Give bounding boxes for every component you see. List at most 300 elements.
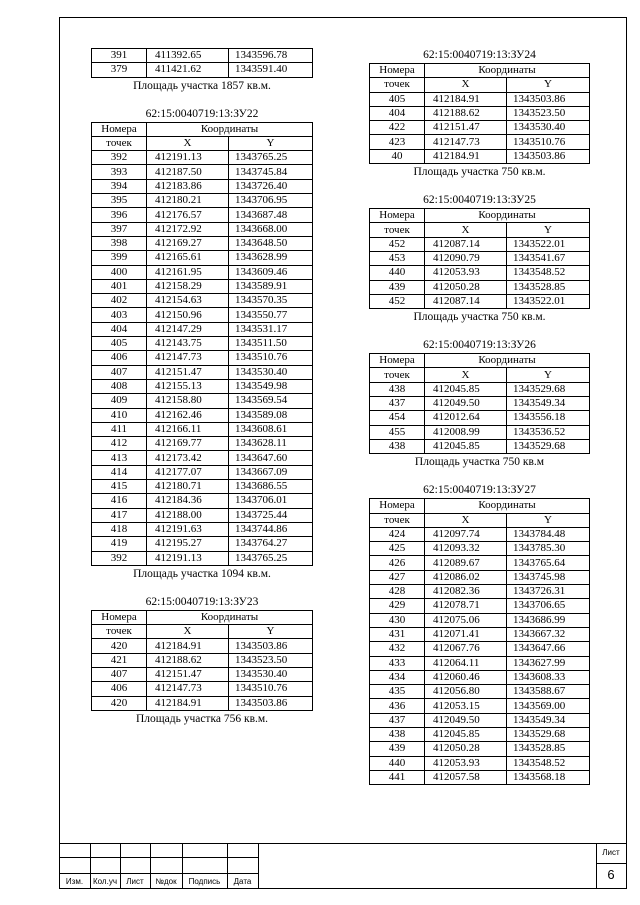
x-coordinate: 412057.58 xyxy=(425,770,507,784)
table-row xyxy=(92,308,313,322)
y-coordinate: 1343503.86 xyxy=(229,696,313,710)
col-header-x: X xyxy=(425,78,507,92)
table-row xyxy=(92,408,313,422)
point-number: 421 xyxy=(92,653,147,667)
x-coordinate: 412147.73 xyxy=(425,135,507,149)
point-number: 397 xyxy=(92,222,147,236)
x-coordinate: 412064.11 xyxy=(425,656,507,670)
col-header-num2: точек xyxy=(92,625,147,639)
zu22-title: 62:15:0040719:13:ЗУ22 xyxy=(145,107,259,120)
table-row xyxy=(370,770,590,784)
table-row xyxy=(370,106,590,120)
table-row xyxy=(92,494,313,508)
col-header-coords: Координаты xyxy=(425,354,590,368)
table-row xyxy=(92,465,313,479)
x-coordinate: 412184.91 xyxy=(425,149,507,163)
zu23-title: 62:15:0040719:13:ЗУ23 xyxy=(145,595,259,608)
table-row xyxy=(92,522,313,536)
y-coordinate: 1343784.48 xyxy=(507,527,590,541)
x-coordinate: 412176.57 xyxy=(147,208,229,222)
col-header-y: Y xyxy=(229,625,313,639)
y-coordinate: 1343667.09 xyxy=(229,465,313,479)
table-row xyxy=(92,351,313,365)
point-number: 403 xyxy=(92,308,147,322)
x-coordinate: 412060.46 xyxy=(425,670,507,684)
table-row xyxy=(370,411,590,425)
point-number: 452 xyxy=(370,294,425,308)
col-header-coords: Координаты xyxy=(425,499,590,513)
y-coordinate: 1343530.40 xyxy=(229,365,313,379)
x-coordinate: 412161.95 xyxy=(147,265,229,279)
x-coordinate: 412147.73 xyxy=(147,351,229,365)
point-number: 439 xyxy=(370,742,425,756)
y-coordinate: 1343745.84 xyxy=(229,165,313,179)
y-coordinate: 1343648.50 xyxy=(229,236,313,250)
table-row xyxy=(92,537,313,551)
y-coordinate: 1343765.64 xyxy=(507,556,590,570)
x-coordinate: 412050.28 xyxy=(425,742,507,756)
point-number: 440 xyxy=(370,756,425,770)
zu24-title: 62:15:0040719:13:ЗУ24 xyxy=(423,49,536,61)
x-coordinate: 412053.15 xyxy=(425,699,507,713)
y-coordinate: 1343530.40 xyxy=(507,121,590,135)
table-row xyxy=(92,667,313,681)
zu26-area: Площадь участка 750 кв.м xyxy=(414,456,545,469)
y-coordinate: 1343530.40 xyxy=(229,667,313,681)
y-coordinate: 1343726.31 xyxy=(507,585,590,599)
point-number: 423 xyxy=(370,135,425,149)
point-number: 396 xyxy=(92,208,147,222)
table-row xyxy=(370,556,590,570)
point-number: 400 xyxy=(92,265,147,279)
point-number: 425 xyxy=(370,542,425,556)
y-coordinate: 1343668.00 xyxy=(229,222,313,236)
table-row xyxy=(92,279,313,293)
sheet-label: Лист xyxy=(602,848,620,857)
point-number: 436 xyxy=(370,699,425,713)
y-coordinate: 1343608.61 xyxy=(229,422,313,436)
x-coordinate: 412154.63 xyxy=(147,294,229,308)
x-coordinate: 412184.36 xyxy=(147,494,229,508)
x-coordinate: 412089.67 xyxy=(425,556,507,570)
x-coordinate: 412049.50 xyxy=(425,713,507,727)
col-header-coords: Координаты xyxy=(425,209,590,223)
x-coordinate: 412172.92 xyxy=(147,222,229,236)
x-coordinate: 412086.02 xyxy=(425,570,507,584)
table-row xyxy=(370,656,590,670)
table-row xyxy=(92,236,313,250)
x-coordinate: 412082.36 xyxy=(425,585,507,599)
x-coordinate: 412008.99 xyxy=(425,425,507,439)
y-coordinate: 1343510.76 xyxy=(229,351,313,365)
table-row xyxy=(370,92,590,106)
point-number: 437 xyxy=(370,713,425,727)
y-coordinate: 1343744.86 xyxy=(229,522,313,536)
y-coordinate: 1343628.99 xyxy=(229,251,313,265)
y-coordinate: 1343523.50 xyxy=(229,653,313,667)
x-coordinate: 412165.61 xyxy=(147,251,229,265)
y-coordinate: 1343529.68 xyxy=(507,439,590,453)
x-coordinate: 412166.11 xyxy=(147,422,229,436)
col-header-num2: точек xyxy=(370,78,425,92)
point-number: 410 xyxy=(92,408,147,422)
y-coordinate: 1343686.55 xyxy=(229,480,313,494)
table-row xyxy=(92,551,313,565)
zu27-table xyxy=(369,498,590,785)
x-coordinate: 412158.29 xyxy=(147,279,229,293)
col-header-num: Номера xyxy=(92,122,147,136)
point-number: 441 xyxy=(370,770,425,784)
table-row xyxy=(92,208,313,222)
x-coordinate: 412188.62 xyxy=(425,106,507,120)
table-row xyxy=(370,121,590,135)
y-coordinate: 1343569.00 xyxy=(507,699,590,713)
y-coordinate: 1343647.66 xyxy=(507,642,590,656)
point-number: 430 xyxy=(370,613,425,627)
y-coordinate: 1343522.01 xyxy=(507,237,590,251)
table-row xyxy=(92,179,313,193)
col-header-coords: Координаты xyxy=(147,122,313,136)
y-coordinate: 1343765.25 xyxy=(229,151,313,165)
x-coordinate: 412184.91 xyxy=(425,92,507,106)
zu25-title: 62:15:0040719:13:ЗУ25 xyxy=(423,194,536,207)
table-row xyxy=(370,742,590,756)
col-header-num: Номера xyxy=(370,499,425,513)
y-coordinate: 1343785.30 xyxy=(507,542,590,556)
table-row xyxy=(370,237,590,251)
table-row xyxy=(370,613,590,627)
table-row xyxy=(370,382,590,396)
table-row xyxy=(92,294,313,308)
point-number: 394 xyxy=(92,179,147,193)
y-coordinate: 1343686.99 xyxy=(507,613,590,627)
y-coordinate: 1343667.32 xyxy=(507,627,590,641)
point-number: 420 xyxy=(92,639,147,653)
point-number: 426 xyxy=(370,556,425,570)
table-row xyxy=(370,585,590,599)
table-row xyxy=(370,280,590,294)
point-number: 40 xyxy=(370,149,425,163)
x-coordinate: 412151.47 xyxy=(425,121,507,135)
x-coordinate: 412053.93 xyxy=(425,756,507,770)
table-row xyxy=(370,135,590,149)
table-row xyxy=(92,394,313,408)
point-number: 431 xyxy=(370,627,425,641)
table-row xyxy=(370,713,590,727)
point-number: 452 xyxy=(370,237,425,251)
table-row xyxy=(370,599,590,613)
table-row xyxy=(370,570,590,584)
x-coordinate: 412143.75 xyxy=(147,337,229,351)
table-row xyxy=(92,422,313,436)
point-number: 432 xyxy=(370,642,425,656)
col-header-x: X xyxy=(147,136,229,150)
table-row xyxy=(370,627,590,641)
x-coordinate: 412162.46 xyxy=(147,408,229,422)
table-row xyxy=(92,222,313,236)
point-number: 453 xyxy=(370,251,425,265)
table-row xyxy=(370,670,590,684)
x-coordinate: 412050.28 xyxy=(425,280,507,294)
x-coordinate: 412049.50 xyxy=(425,397,507,411)
y-coordinate: 1343529.68 xyxy=(507,382,590,396)
y-coordinate: 1343510.76 xyxy=(229,682,313,696)
zu25-table xyxy=(369,208,590,309)
point-number: 435 xyxy=(370,685,425,699)
title-block xyxy=(59,843,627,889)
x-coordinate: 412097.74 xyxy=(425,527,507,541)
point-number: 407 xyxy=(92,667,147,681)
zu27-title: 62:15:0040719:13:ЗУ27 xyxy=(423,484,536,497)
table-row xyxy=(92,322,313,336)
y-coordinate: 1343765.25 xyxy=(229,551,313,565)
table-row xyxy=(92,682,313,696)
col-header-x: X xyxy=(425,223,507,237)
x-coordinate: 412151.47 xyxy=(147,667,229,681)
x-coordinate: 412177.07 xyxy=(147,465,229,479)
point-number: 412 xyxy=(92,437,147,451)
zu23-table xyxy=(91,610,313,711)
point-number: 406 xyxy=(92,682,147,696)
col-header-y: Y xyxy=(507,513,590,527)
x-coordinate: 412188.00 xyxy=(147,508,229,522)
table-row xyxy=(370,642,590,656)
x-coordinate: 412056.80 xyxy=(425,685,507,699)
x-coordinate: 412045.85 xyxy=(425,727,507,741)
y-coordinate: 1343548.52 xyxy=(507,266,590,280)
x-coordinate: 411392.65 xyxy=(147,49,229,63)
top-area-text: Площадь участка 1857 кв.м. xyxy=(133,79,271,92)
point-number: 418 xyxy=(92,522,147,536)
x-coordinate: 412180.21 xyxy=(147,194,229,208)
col-header-num2: точек xyxy=(370,368,425,382)
y-coordinate: 1343570.35 xyxy=(229,294,313,308)
x-coordinate: 412067.76 xyxy=(425,642,507,656)
y-coordinate: 1343706.01 xyxy=(229,494,313,508)
podpis-label: Подпись xyxy=(188,877,221,886)
table-row xyxy=(370,685,590,699)
ndok-label: №док xyxy=(155,877,177,886)
point-number: 422 xyxy=(370,121,425,135)
col-header-num2: точек xyxy=(370,513,425,527)
x-coordinate: 412173.42 xyxy=(147,451,229,465)
x-coordinate: 412012.64 xyxy=(425,411,507,425)
x-coordinate: 412147.29 xyxy=(147,322,229,336)
table-row xyxy=(370,439,590,453)
x-coordinate: 412087.14 xyxy=(425,294,507,308)
col-header-y: Y xyxy=(507,78,590,92)
y-coordinate: 1343510.76 xyxy=(507,135,590,149)
table-row xyxy=(92,379,313,393)
point-number: 439 xyxy=(370,280,425,294)
table-row xyxy=(370,397,590,411)
y-coordinate: 1343549.98 xyxy=(229,379,313,393)
table-row xyxy=(92,451,313,465)
table-row xyxy=(370,699,590,713)
y-coordinate: 1343608.33 xyxy=(507,670,590,684)
x-coordinate: 412078.71 xyxy=(425,599,507,613)
y-coordinate: 1343503.86 xyxy=(507,149,590,163)
point-number: 391 xyxy=(92,49,147,63)
x-coordinate: 412188.62 xyxy=(147,653,229,667)
point-number: 392 xyxy=(92,151,147,165)
left-column xyxy=(91,48,313,726)
point-number: 455 xyxy=(370,425,425,439)
y-coordinate: 1343591.40 xyxy=(229,63,313,77)
x-coordinate: 412045.85 xyxy=(425,382,507,396)
y-coordinate: 1343531.17 xyxy=(229,322,313,336)
point-number: 398 xyxy=(92,236,147,250)
x-coordinate: 412093.32 xyxy=(425,542,507,556)
point-number: 433 xyxy=(370,656,425,670)
y-coordinate: 1343687.48 xyxy=(229,208,313,222)
y-coordinate: 1343628.11 xyxy=(229,437,313,451)
col-header-num: Номера xyxy=(92,610,147,624)
table-row xyxy=(370,727,590,741)
y-coordinate: 1343528.85 xyxy=(507,280,590,294)
y-coordinate: 1343503.86 xyxy=(507,92,590,106)
col-header-num: Номера xyxy=(370,354,425,368)
table-row xyxy=(370,149,590,163)
point-number: 414 xyxy=(92,465,147,479)
x-coordinate: 411421.62 xyxy=(147,63,229,77)
table-row xyxy=(370,251,590,265)
y-coordinate: 1343627.99 xyxy=(507,656,590,670)
point-number: 429 xyxy=(370,599,425,613)
table-row xyxy=(92,194,313,208)
point-number: 405 xyxy=(92,337,147,351)
point-number: 428 xyxy=(370,585,425,599)
y-coordinate: 1343647.60 xyxy=(229,451,313,465)
point-number: 411 xyxy=(92,422,147,436)
y-coordinate: 1343588.67 xyxy=(507,685,590,699)
x-coordinate: 412150.96 xyxy=(147,308,229,322)
point-number: 438 xyxy=(370,439,425,453)
table-row xyxy=(370,542,590,556)
table-row xyxy=(370,266,590,280)
y-coordinate: 1343541.67 xyxy=(507,251,590,265)
x-coordinate: 412151.47 xyxy=(147,365,229,379)
x-coordinate: 412071.41 xyxy=(425,627,507,641)
table-row xyxy=(92,251,313,265)
y-coordinate: 1343556.18 xyxy=(507,411,590,425)
x-coordinate: 412155.13 xyxy=(147,379,229,393)
y-coordinate: 1343725.44 xyxy=(229,508,313,522)
point-number: 392 xyxy=(92,551,147,565)
point-number: 401 xyxy=(92,279,147,293)
zu23-area: Площадь участка 756 кв.м. xyxy=(135,712,269,725)
point-number: 409 xyxy=(92,394,147,408)
x-coordinate: 412184.91 xyxy=(147,639,229,653)
table-row xyxy=(92,337,313,351)
zu24-area: Площадь участка 750 кв.м. xyxy=(413,166,546,179)
x-coordinate: 412147.73 xyxy=(147,682,229,696)
col-header-num: Номера xyxy=(370,64,425,78)
col-header-x: X xyxy=(425,513,507,527)
point-number: 405 xyxy=(370,92,425,106)
table-row xyxy=(370,294,590,308)
y-coordinate: 1343536.52 xyxy=(507,425,590,439)
table-row xyxy=(92,151,313,165)
y-coordinate: 1343528.85 xyxy=(507,742,590,756)
point-number: 419 xyxy=(92,537,147,551)
x-coordinate: 412191.13 xyxy=(147,551,229,565)
y-coordinate: 1343609.46 xyxy=(229,265,313,279)
table-row xyxy=(92,480,313,494)
izm-label: Изм. xyxy=(65,877,84,886)
point-number: 440 xyxy=(370,266,425,280)
x-coordinate: 412090.79 xyxy=(425,251,507,265)
top-coord-table xyxy=(91,48,313,78)
col-header-y: Y xyxy=(229,136,313,150)
col-header-x: X xyxy=(147,625,229,639)
col-header-coords: Координаты xyxy=(147,610,313,624)
point-number: 393 xyxy=(92,165,147,179)
table-row xyxy=(370,425,590,439)
point-number: 438 xyxy=(370,382,425,396)
data-label: Дата xyxy=(233,877,252,886)
y-coordinate: 1343589.91 xyxy=(229,279,313,293)
point-number: 415 xyxy=(92,480,147,494)
col-header-x: X xyxy=(425,368,507,382)
zu22-area: Площадь участка 1094 кв.м. xyxy=(133,567,271,580)
y-coordinate: 1343745.98 xyxy=(507,570,590,584)
point-number: 407 xyxy=(92,365,147,379)
y-coordinate: 1343549.34 xyxy=(507,397,590,411)
y-coordinate: 1343706.65 xyxy=(507,599,590,613)
point-number: 434 xyxy=(370,670,425,684)
point-number: 399 xyxy=(92,251,147,265)
x-coordinate: 412184.91 xyxy=(147,696,229,710)
x-coordinate: 412187.50 xyxy=(147,165,229,179)
y-coordinate: 1343522.01 xyxy=(507,294,590,308)
y-coordinate: 1343589.08 xyxy=(229,408,313,422)
point-number: 408 xyxy=(92,379,147,393)
x-coordinate: 412158.80 xyxy=(147,394,229,408)
y-coordinate: 1343706.95 xyxy=(229,194,313,208)
y-coordinate: 1343549.34 xyxy=(507,713,590,727)
table-row xyxy=(92,365,313,379)
point-number: 416 xyxy=(92,494,147,508)
table-row xyxy=(92,508,313,522)
point-number: 413 xyxy=(92,451,147,465)
y-coordinate: 1343511.50 xyxy=(229,337,313,351)
zu26-table xyxy=(369,353,590,454)
y-coordinate: 1343764.27 xyxy=(229,537,313,551)
x-coordinate: 412191.63 xyxy=(147,522,229,536)
right-column xyxy=(369,48,590,785)
point-number: 438 xyxy=(370,727,425,741)
point-number: 454 xyxy=(370,411,425,425)
zu22-table xyxy=(91,122,313,566)
x-coordinate: 412195.27 xyxy=(147,537,229,551)
table-row xyxy=(92,653,313,667)
y-coordinate: 1343548.52 xyxy=(507,756,590,770)
table-row xyxy=(92,639,313,653)
x-coordinate: 412191.13 xyxy=(147,151,229,165)
point-number: 395 xyxy=(92,194,147,208)
table-row xyxy=(92,49,313,63)
y-coordinate: 1343550.77 xyxy=(229,308,313,322)
zu26-title: 62:15:0040719:13:ЗУ26 xyxy=(423,339,536,352)
point-number: 379 xyxy=(92,63,147,77)
table-row xyxy=(92,63,313,77)
x-coordinate: 412087.14 xyxy=(425,237,507,251)
y-coordinate: 1343503.86 xyxy=(229,639,313,653)
kol-uch-label: Кол.уч xyxy=(93,877,117,886)
point-number: 437 xyxy=(370,397,425,411)
x-coordinate: 412053.93 xyxy=(425,266,507,280)
